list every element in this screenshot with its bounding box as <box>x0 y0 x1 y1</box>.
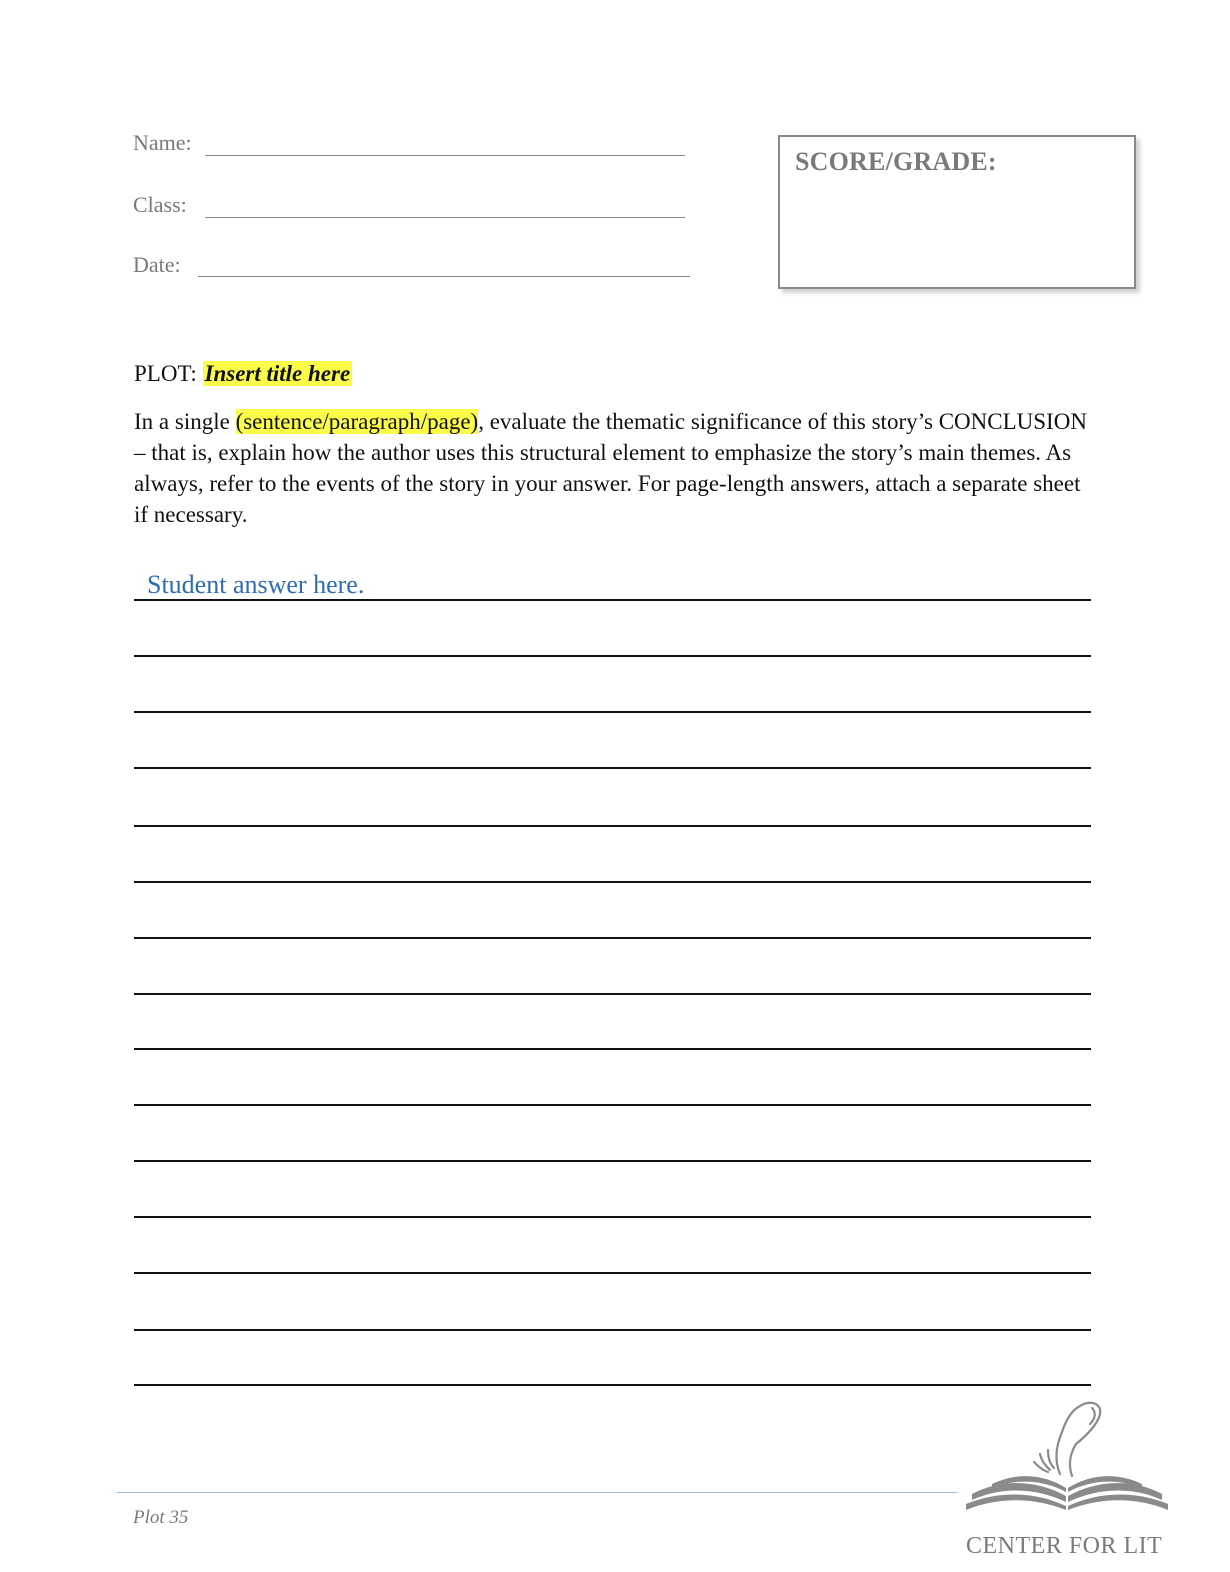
score-grade-box[interactable] <box>778 135 1136 289</box>
prompt-prefix: In a single <box>134 409 236 434</box>
name-field[interactable] <box>205 155 685 156</box>
plot-heading <box>134 360 352 388</box>
answer-line[interactable] <box>134 1104 1091 1106</box>
answer-line[interactable] <box>134 937 1091 939</box>
answer-line[interactable] <box>134 825 1091 827</box>
class-field[interactable] <box>205 217 685 218</box>
class-label: Class: <box>133 192 187 217</box>
date-field[interactable] <box>198 276 690 277</box>
answer-line[interactable] <box>134 881 1091 883</box>
answer-line[interactable] <box>134 993 1091 995</box>
answer-line[interactable] <box>134 1272 1091 1274</box>
footer-rule <box>117 1492 957 1493</box>
footer-page-label: Plot 35 <box>133 1507 189 1528</box>
name-label: Name: <box>133 130 192 155</box>
prompt-paragraph <box>134 406 1094 530</box>
center-for-lit-logo <box>962 1396 1177 1566</box>
logo-text: CENTER FOR LIT <box>966 1533 1163 1559</box>
answer-line[interactable] <box>134 767 1091 769</box>
plot-label: PLOT: <box>134 361 197 386</box>
answer-line[interactable] <box>134 655 1091 657</box>
prompt-rest: , evaluate the thematic significance of this story’s CONCLUSION – that is, explain how the author uses this structural element to emphasize the story’s main themes. As always, refer to the events of the story in your answer. For page-length answers, attach a separate sheet if necessary. <box>134 409 1087 527</box>
answer-line[interactable] <box>134 1329 1091 1331</box>
answer-line[interactable] <box>134 1216 1091 1218</box>
plot-title[interactable]: Insert title here <box>204 361 351 386</box>
answer-line[interactable] <box>134 1048 1091 1050</box>
student-answer-text[interactable]: Student answer here. <box>147 570 365 599</box>
pelican-book-icon <box>962 1396 1177 1536</box>
answer-line[interactable] <box>134 1160 1091 1162</box>
length-option-highlight[interactable]: (sentence/paragraph/page) <box>235 409 479 434</box>
answer-line[interactable] <box>134 599 1091 601</box>
score-grade-label: SCORE/GRADE: <box>795 147 997 176</box>
date-label: Date: <box>133 252 181 277</box>
answer-line[interactable] <box>134 1384 1091 1386</box>
answer-line[interactable] <box>134 711 1091 713</box>
